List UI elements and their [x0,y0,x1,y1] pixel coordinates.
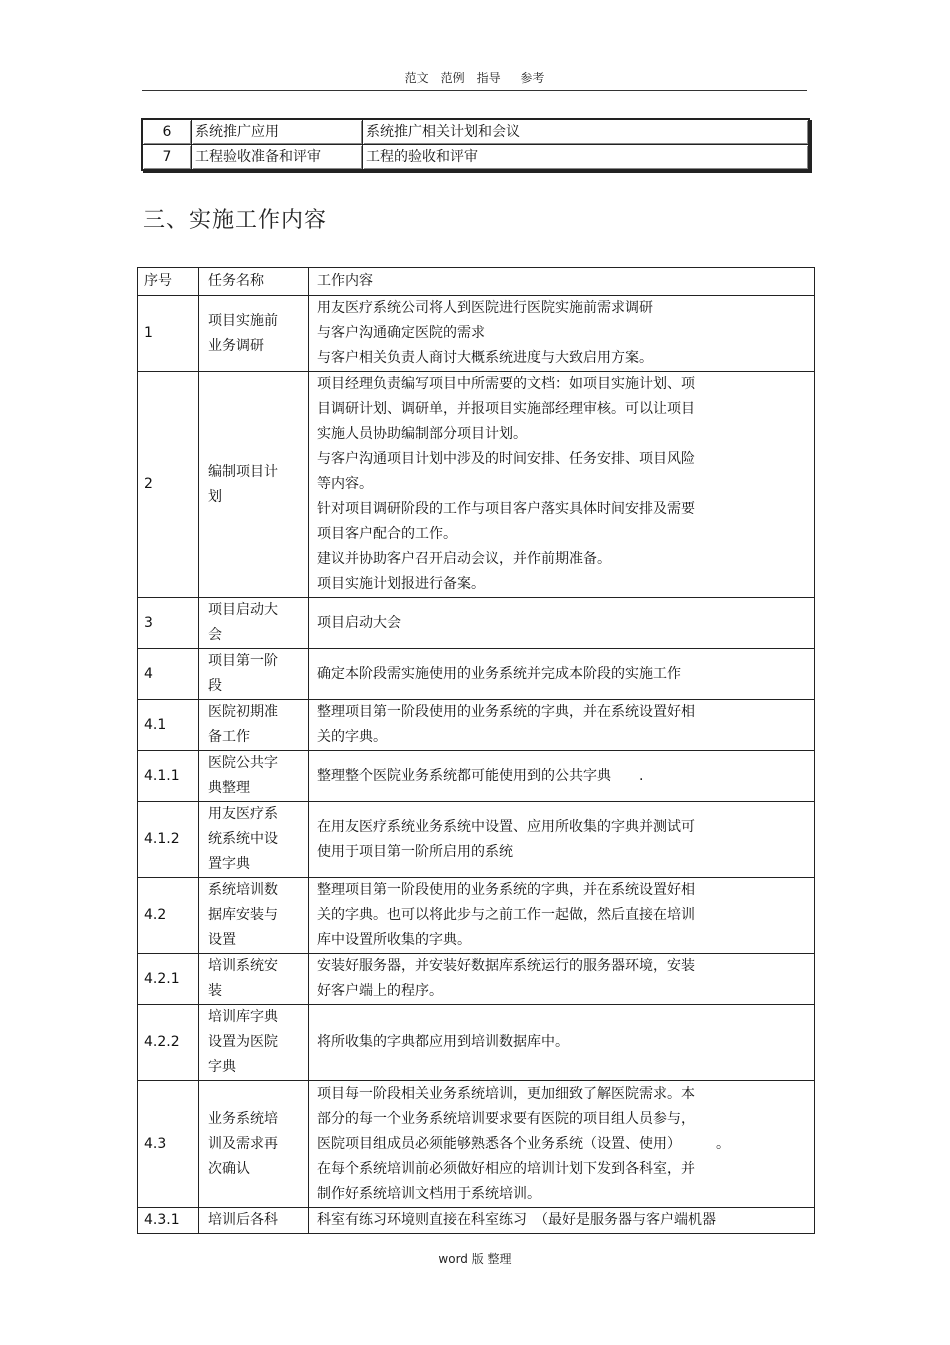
row-content [309,802,815,878]
page-footer: word 版 整理 [438,1252,512,1266]
row-task [199,1005,309,1081]
task-line: 项目启动大 [208,602,278,618]
task-line: 培训后各科 [208,1212,278,1228]
row-seq: 4.1.1 [138,751,199,802]
row-content [309,372,815,598]
row-seq: 4.3 [138,1081,199,1208]
header-item: 指导 [476,71,501,85]
task-line: 培训库字典 [208,1009,278,1025]
table-row [138,878,815,954]
table-row [142,119,809,145]
content-line: 库中设置所收集的字典。 [317,932,471,948]
row-seq: 2 [138,372,199,598]
content-line: 用友医疗系统公司将人到医院进行医院实施前需求调研 [317,300,653,316]
content-line: 关的字典。也可以将此步与之前工作一起做，然后直接在培训 [317,907,695,923]
task-line: 划 [208,488,222,505]
row-content [309,751,815,802]
task-line: 用友医疗系 [208,806,278,822]
table-row [138,954,815,1005]
content-line: 安装好服务器，并安装好数据库系统运行的服务器环境，安装 [317,958,695,974]
task-line: 备工作 [208,729,250,745]
row-content [309,1081,815,1208]
task-line: 据库安装与 [208,907,278,923]
content-line: 项目实施计划报进行备案。 [317,576,485,592]
row-task [199,649,309,700]
row-content [309,296,815,372]
task-line: 装 [208,983,222,999]
task-line: 训及需求再 [208,1135,278,1152]
row-task [199,598,309,649]
task-line: 次确认 [208,1160,250,1177]
content-line: 项目每一阶段相关业务系统培训，更加细致了解医院需求。本 [317,1085,695,1102]
row-task [199,878,309,954]
content-line: 在用友医疗系统业务系统中设置、应用所收集的字典并测试可 [317,818,695,835]
row-content [309,700,815,751]
content-line: 将所收集的字典都应用到培训数据库中。 [317,1034,569,1050]
task-line: 段 [208,678,222,694]
table-row [138,649,815,700]
content-line: 使用于项目第一阶所启用的系统 [317,843,513,860]
task-line: 编制项目计 [208,463,278,480]
section-title: 三、实施工作内容 [143,208,328,233]
content-line: 项目启动大会 [317,614,401,631]
header-seq: 序号 [138,268,199,296]
row-content [309,878,815,954]
row-seq: 4 [138,649,199,700]
task-line: 医院公共字 [208,755,278,771]
row-content [309,1005,815,1081]
table-row [138,700,815,751]
content-line: 科室有练习环境则直接在科室练习 （最好是服务器与客户端机器 [317,1212,716,1228]
table-row [138,372,815,598]
table-row [142,145,809,171]
row-seq: 1 [138,296,199,372]
content-line: 目调研计划、调研单，并报项目实施部经理审核。可以让项目 [317,401,695,417]
table-row [138,751,815,802]
row-number: 7 [142,145,192,171]
row-content [309,954,815,1005]
row-task [199,296,309,372]
row-task [199,372,309,598]
row-content [309,1208,815,1234]
task-line: 业务系统培 [208,1110,278,1127]
row-number: 6 [142,119,192,145]
row-seq: 4.1.2 [138,802,199,878]
content-line: 与客户相关负责人商讨大概系统进度与大致启用方案。 [317,350,653,366]
row-task [199,751,309,802]
content-line: 制作好系统培训文档用于系统培训。 [317,1185,541,1202]
row-task [199,954,309,1005]
row-content: 工程的验收和评审 [363,145,810,171]
content-line: 部分的每一个业务系统培训要求要有医院的项目组人员参与， [317,1110,695,1127]
content-line: 在每个系统培训前必须做好相应的培训计划下发到各科室，并 [317,1160,695,1177]
prev-table [141,118,810,171]
content-line: 整理项目第一阶段使用的业务系统的字典，并在系统设置好相 [317,704,695,720]
row-seq: 4.2.2 [138,1005,199,1081]
content-line: 与客户沟通项目计划中涉及的时间安排、任务安排、项目风险 [317,451,695,467]
content-line: 实施人员协助编制部分项目计划。 [317,426,527,442]
header-item: 范文 [404,71,429,85]
row-seq: 4.3.1 [138,1208,199,1234]
task-line: 系统培训数 [208,882,278,898]
content-line: 关的字典。 [317,729,387,745]
content-line: 确定本阶段需实施使用的业务系统并完成本阶段的实施工作 [317,665,681,682]
table-row [138,296,815,372]
page-header [142,66,807,91]
content-line: 等内容。 [317,476,373,492]
table-row [138,1081,815,1208]
task-line: 统系统中设 [208,831,278,847]
content-line: 与客户沟通确定医院的需求 [317,325,485,341]
header-item: 参考 [520,71,545,85]
task-line: 业务调研 [208,337,264,354]
table-row [138,1005,815,1081]
row-name: 工程验收准备和评审 [192,145,363,171]
row-seq: 3 [138,598,199,649]
row-content [309,649,815,700]
content-line: 医院项目组成员必须能够熟悉各个业务系统（设置、使用） 。 [317,1135,730,1152]
row-task [199,802,309,878]
content-line: 整理整个医院业务系统都可能使用到的公共字典 . [317,767,644,784]
task-line: 医院初期准 [208,704,278,720]
work-content-table [137,267,815,1234]
task-line: 项目实施前 [208,312,278,329]
table-header-row [138,268,815,296]
content-line: 整理项目第一阶段使用的业务系统的字典，并在系统设置好相 [317,882,695,898]
task-line: 项目第一阶 [208,653,278,669]
row-content: 系统推广相关计划和会议 [363,119,810,145]
content-line: 针对项目调研阶段的工作与项目客户落实具体时间安排及需要 [317,501,695,517]
row-task [199,1208,309,1234]
row-task [199,700,309,751]
content-line: 项目客户配合的工作。 [317,526,457,542]
task-line: 会 [208,627,222,643]
table-row [138,598,815,649]
task-line: 设置 [208,932,236,948]
row-seq: 4.2.1 [138,954,199,1005]
header-item: 范例 [440,71,465,85]
task-line: 培训系统安 [208,958,278,974]
header-task: 任务名称 [199,268,309,296]
row-name: 系统推广应用 [192,119,363,145]
task-line: 设置为医院 [208,1034,278,1050]
task-line: 字典 [208,1059,236,1075]
content-line: 项目经理负责编写项目中所需要的文档：如项目实施计划、项 [317,376,695,392]
task-line: 置字典 [208,856,250,872]
content-line: 建议并协助客户召开启动会议，并作前期准备。 [317,551,611,567]
row-content [309,598,815,649]
header-content: 工作内容 [309,268,815,296]
task-line: 典整理 [208,780,250,796]
content-line: 好客户端上的程序。 [317,983,443,999]
row-seq: 4.1 [138,700,199,751]
table-row [138,1208,815,1234]
row-task [199,1081,309,1208]
table-row [138,802,815,878]
row-seq: 4.2 [138,878,199,954]
